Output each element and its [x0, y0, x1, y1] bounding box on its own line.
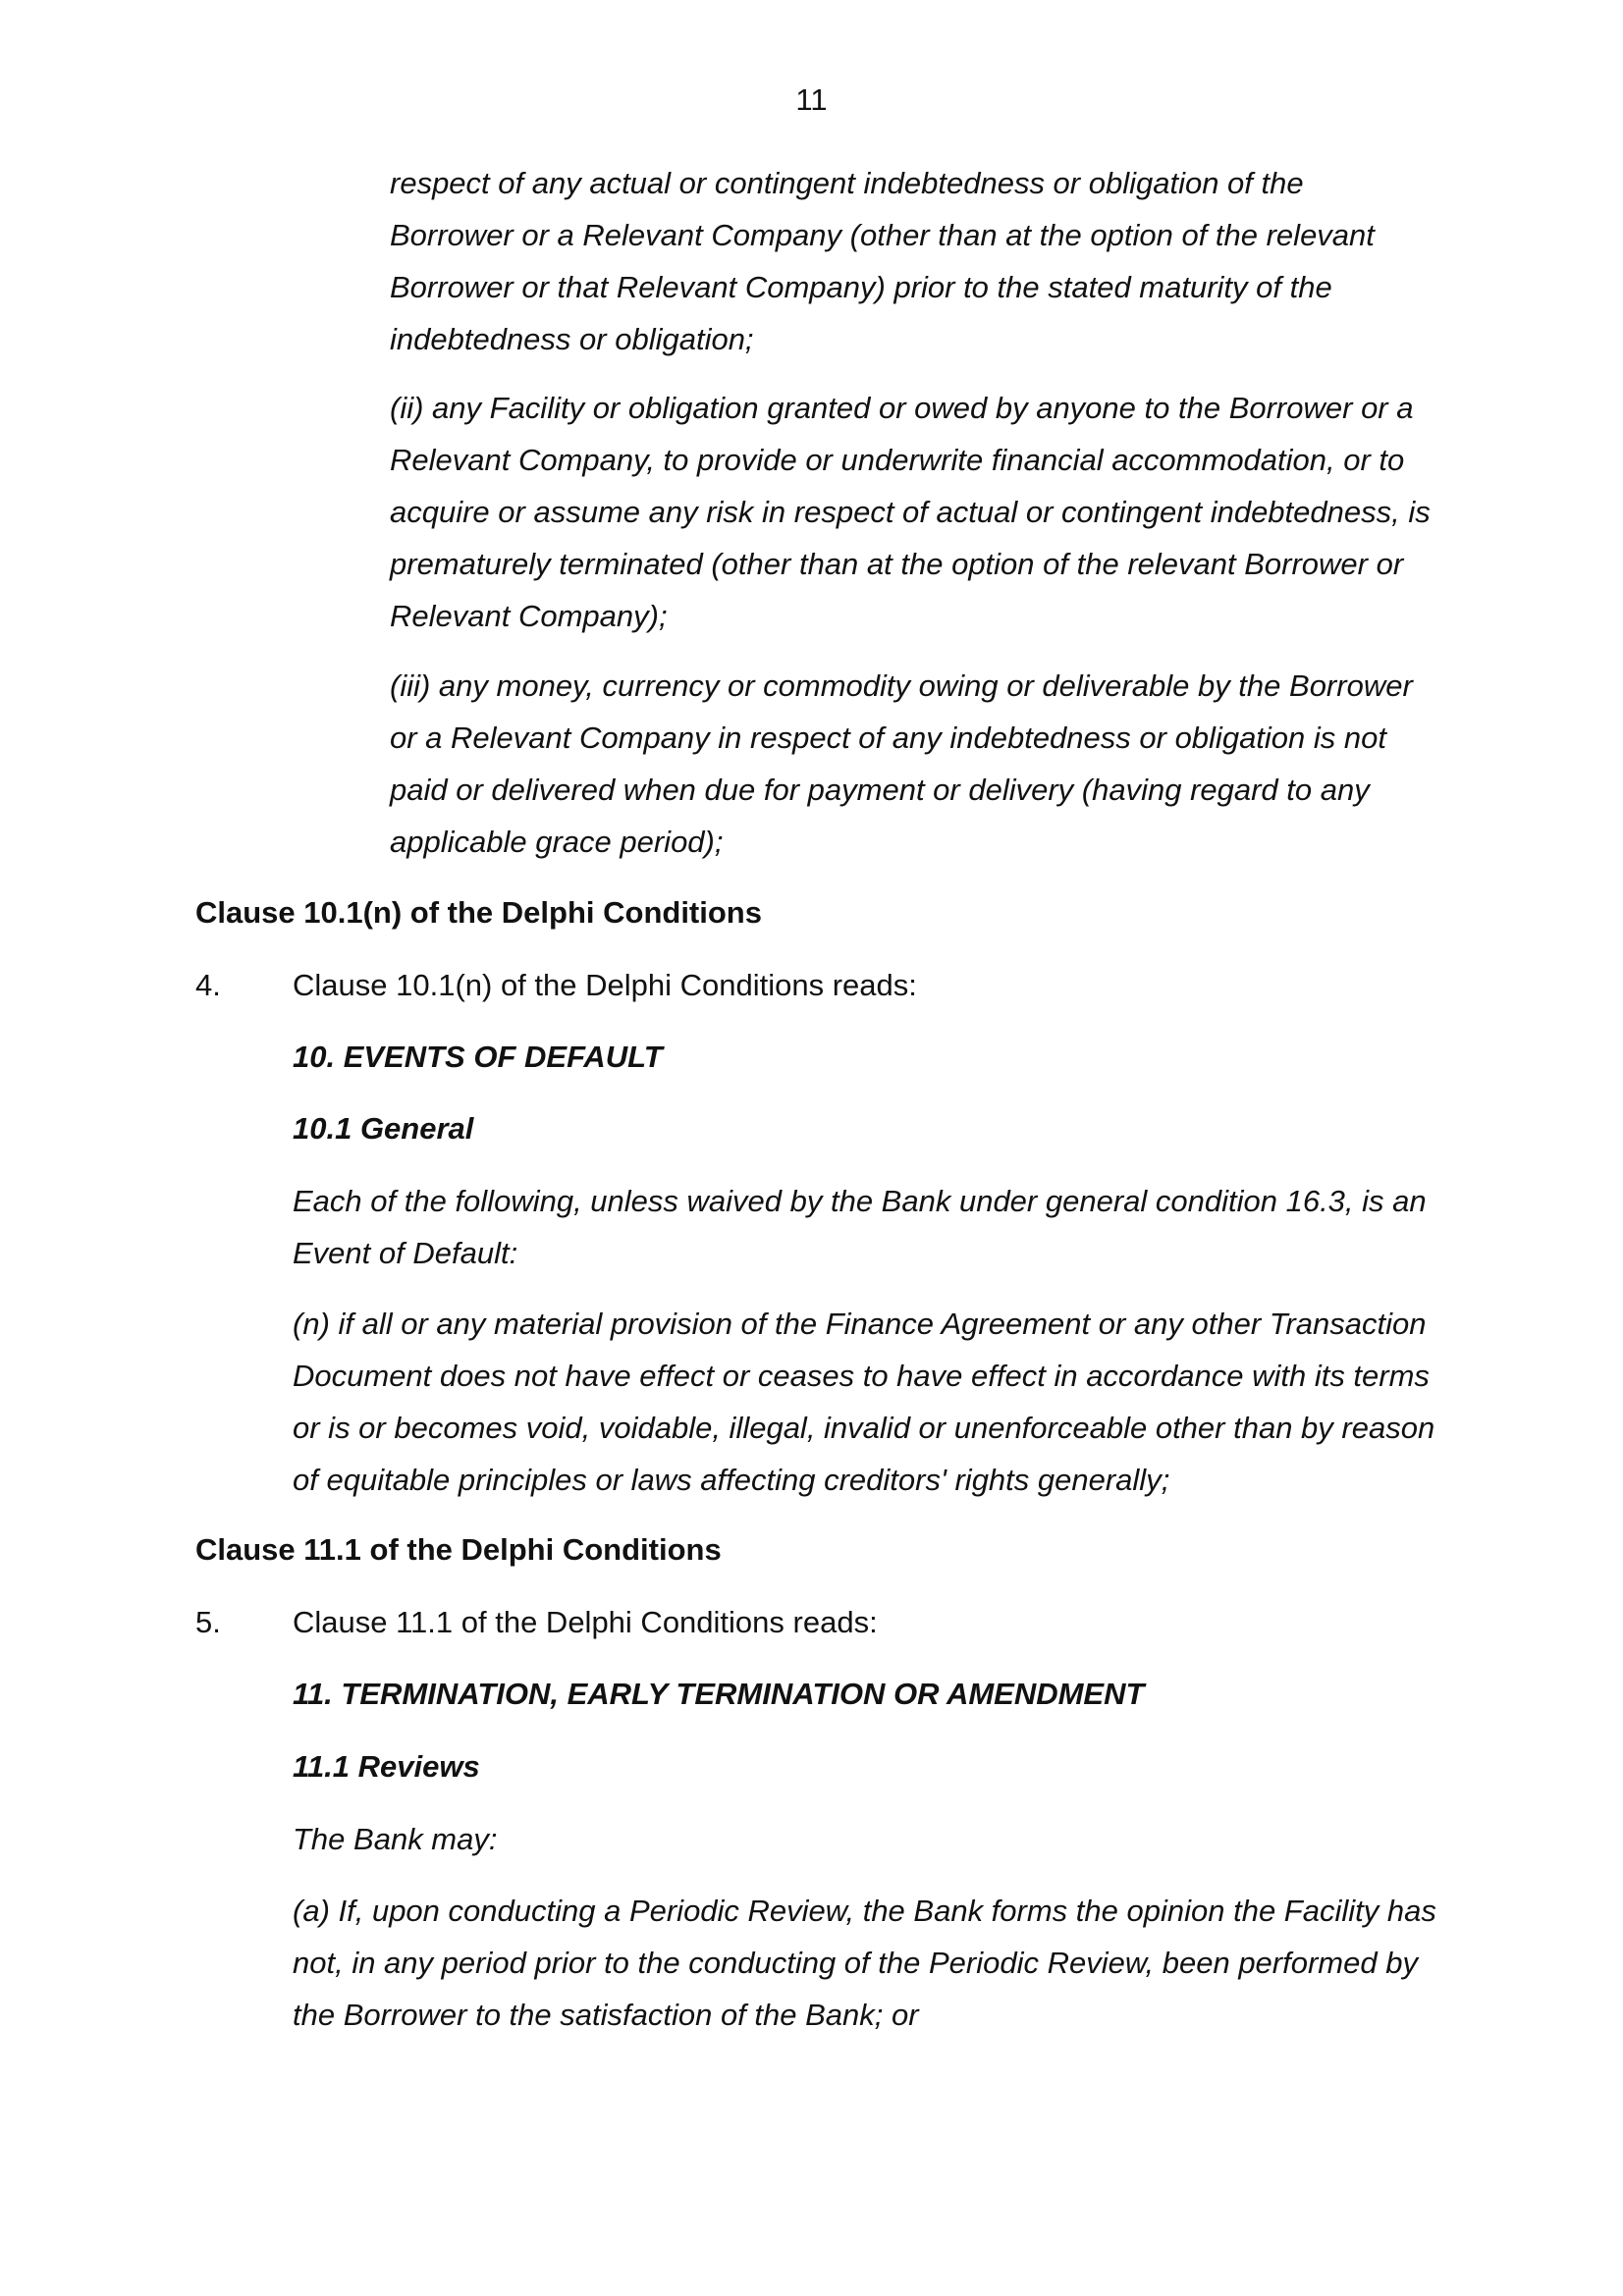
quote-paragraph-text: Each of the following, unless waived by the Bank under general condition 16.3, is an Event of Default:: [293, 1184, 1427, 1270]
quote-paragraph: [390, 382, 1431, 642]
quote-paragraph: [390, 660, 1431, 868]
paragraph-text: Clause 10.1(n) of the Delphi Conditions reads:: [293, 968, 917, 1002]
quote-title: 10. EVENTS OF DEFAULT: [293, 1040, 663, 1074]
section-heading: Clause 10.1(n) of the Delphi Conditions: [195, 895, 762, 930]
paragraph-number: 4.: [195, 968, 221, 1002]
quote-paragraph-text: (a) If, upon conducting a Periodic Review, the Bank forms the opinion the Facility has not, in any period prior to the conducting of the Periodic Review, been performed by the Borrower to the satisfaction of the Bank; or: [293, 1894, 1436, 2032]
quote-paragraph-text: respect of any actual or contingent indebtedness or obligation of the Borrower or a Relevant Company (other than at the option of the relevant Borrower or that Relevant Company) prior to the stated maturity of the indebtedness or obligation;: [390, 166, 1375, 356]
page-number: 11: [795, 82, 828, 117]
quote-paragraph-text: (n) if all or any material provision of the Finance Agreement or any other Transaction Document does not have effect or ceases to have effect in accordance with its terms or is or becomes void, voidable, illegal, invalid or unenforceable other than by reason of equitable principles or laws affecting creditors' rights generally;: [293, 1307, 1435, 1497]
quote-paragraph-text: The Bank may:: [293, 1822, 498, 1856]
paragraph-number: 5.: [195, 1605, 221, 1639]
quote-subtitle: 10.1 General: [293, 1111, 474, 1146]
quote-paragraph: [293, 1885, 1441, 2041]
paragraph-text: Clause 11.1 of the Delphi Conditions reads:: [293, 1605, 878, 1639]
quote-paragraph-text: (ii) any Facility or obligation granted or owed by anyone to the Borrower or a Relevant Company, to provide or underwrite financial accommodation, or to acquire or assume any risk in respect of actual or contingent indebtedness, is prematurely terminated (other than at the option of the relevant Borrower or Relevant Company);: [390, 391, 1431, 633]
quote-paragraph: [293, 1175, 1441, 1279]
quote-paragraph-text: (iii) any money, currency or commodity owing or deliverable by the Borrower or a Relevant Company in respect of any indebtedness or obligation is not paid or delivered when due for payment or delivery (having regard to any applicable grace period);: [390, 668, 1413, 859]
section-heading: Clause 11.1 of the Delphi Conditions: [195, 1532, 722, 1567]
quote-subtitle: 11.1 Reviews: [293, 1749, 480, 1784]
quote-title: 11. TERMINATION, EARLY TERMINATION OR AMENDMENT: [293, 1677, 1145, 1711]
quote-paragraph: [390, 157, 1431, 365]
quote-paragraph: [293, 1813, 1441, 1865]
quote-paragraph: [293, 1298, 1441, 1506]
